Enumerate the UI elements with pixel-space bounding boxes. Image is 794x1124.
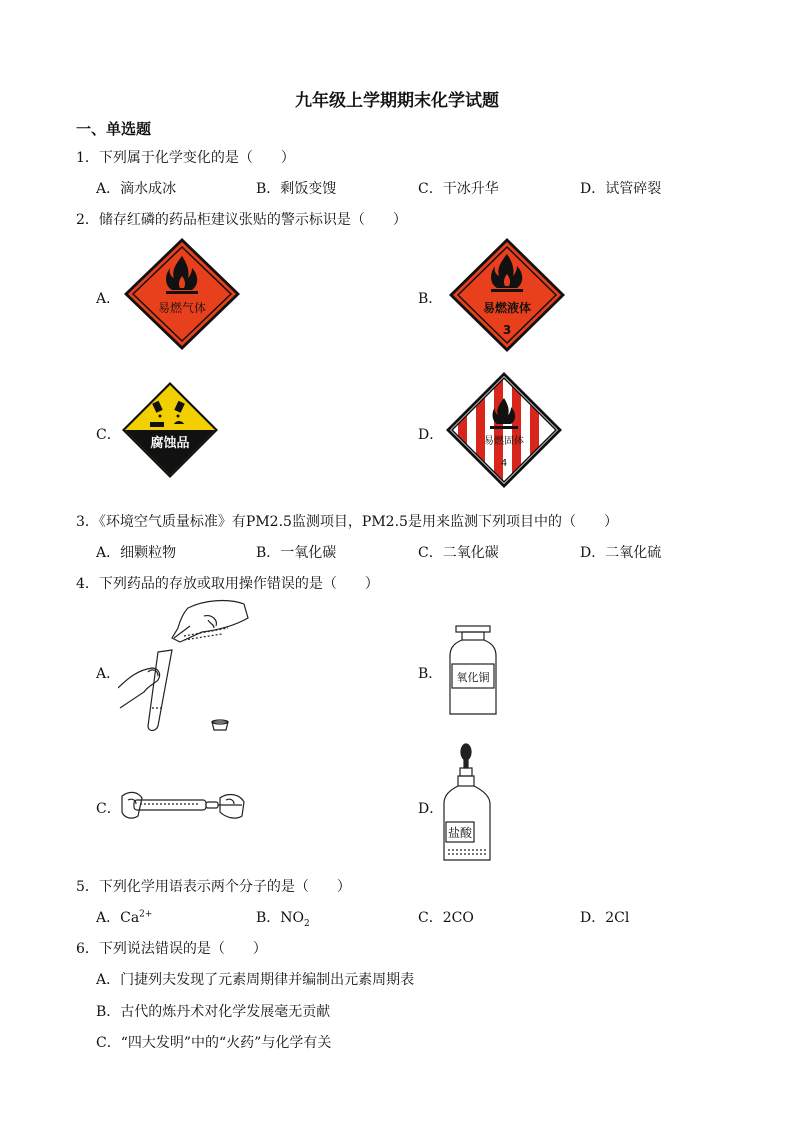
q6-option-c: C．“四大发明”中的“火药”与化学有关 bbox=[96, 1035, 332, 1051]
q3-option-c: C．二氧化碳 bbox=[418, 545, 499, 561]
q2-option-c: C． bbox=[96, 427, 121, 443]
sign-d-class-number: 4 bbox=[500, 458, 508, 469]
q2-option-a: A． bbox=[96, 291, 121, 307]
bottle-d-label: 盐酸 bbox=[447, 826, 473, 840]
q5-option-c: C．2CO bbox=[418, 910, 474, 926]
sign-d-label: 易燃固体 bbox=[484, 436, 524, 447]
sign-c-label: 腐蚀品 bbox=[150, 436, 190, 451]
q5-option-b-subscript: 2 bbox=[304, 918, 310, 929]
dropper-illustration bbox=[120, 776, 246, 836]
question-2-stem: 2．储存红磷的药品柜建议张贴的警示标识是（ ） bbox=[76, 212, 407, 228]
q1-option-b: B．剩饭变馊 bbox=[256, 181, 337, 197]
flammable-gas-sign bbox=[122, 236, 242, 352]
q3-option-b: B．一氧化碳 bbox=[256, 545, 337, 561]
sign-b-class-number: 3 bbox=[502, 323, 512, 337]
question-1-stem: 1．下列属于化学变化的是（ ） bbox=[76, 150, 295, 166]
q2-option-d: D． bbox=[418, 427, 444, 443]
reagent-bottle-illustration bbox=[448, 624, 498, 716]
q1-option-c: C．干冰升华 bbox=[418, 181, 499, 197]
corrosive-sign bbox=[120, 380, 220, 480]
page-title: 九年级上学期期末化学试题 bbox=[295, 91, 499, 111]
q1-option-d: D．试管碎裂 bbox=[580, 181, 662, 197]
pouring-liquid-illustration bbox=[118, 598, 254, 738]
q5-option-d: D．2Cl bbox=[580, 910, 630, 926]
q3-option-d: D．二氧化硫 bbox=[580, 545, 662, 561]
question-6-stem: 6．下列说法错误的是（ ） bbox=[76, 941, 267, 957]
bottle-b-label: 氧化铜 bbox=[456, 671, 490, 684]
flammable-liquid-sign bbox=[447, 236, 567, 354]
q5-option-b bbox=[256, 907, 310, 929]
flammable-solid-sign bbox=[444, 370, 564, 490]
question-4-stem: 4．下列药品的存放或取用操作错误的是（ ） bbox=[76, 576, 379, 592]
sign-a-label: 易燃气体 bbox=[157, 301, 207, 315]
q4-option-c: C． bbox=[96, 801, 121, 817]
sign-b-label: 易燃液体 bbox=[482, 301, 532, 315]
question-5-stem: 5．下列化学用语表示两个分子的是（ ） bbox=[76, 879, 351, 895]
q5-option-a-text: A．Ca bbox=[96, 910, 140, 926]
q5-option-a-charge: 2+ bbox=[139, 909, 153, 920]
q6-option-a: A．门捷列夫发现了元素周期律并编制出元素周期表 bbox=[96, 972, 415, 988]
question-3-stem: 3．《环境空气质量标准》有PM2.5监测项目，PM2.5是用来监测下列项目中的（ ） bbox=[76, 514, 618, 530]
q4-option-a: A． bbox=[96, 666, 121, 682]
q1-option-a: A．滴水成冰 bbox=[96, 181, 177, 197]
q4-option-d: D． bbox=[418, 801, 444, 817]
q5-option-b-text: B．NO bbox=[256, 910, 305, 926]
q6-option-b: B．古代的炼丹术对化学发展毫无贡献 bbox=[96, 1004, 331, 1020]
q4-option-b: B． bbox=[418, 666, 443, 682]
q5-option-a bbox=[96, 907, 152, 927]
section-heading: 一、单选题 bbox=[76, 120, 152, 138]
q2-option-b: B． bbox=[418, 291, 443, 307]
dropping-bottle-illustration bbox=[440, 742, 500, 864]
q3-option-a: A．细颗粒物 bbox=[96, 545, 177, 561]
